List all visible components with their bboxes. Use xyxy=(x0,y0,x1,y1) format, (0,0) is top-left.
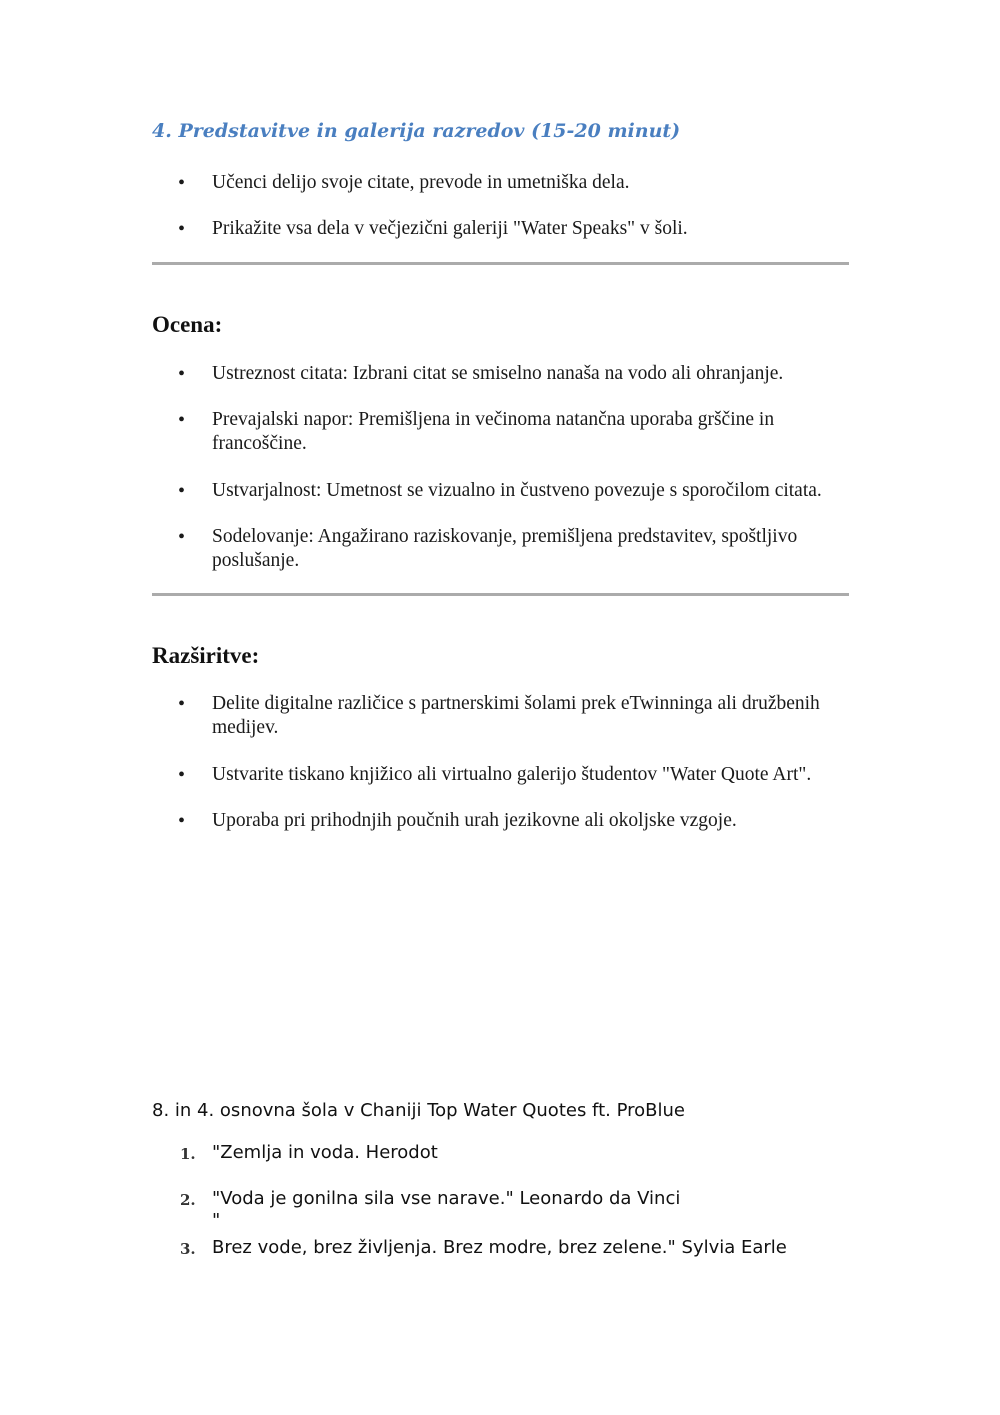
list-item: • Ustreznost citata: Izbrani citat se smiselno nanaša na vodo ali ohranjanje. xyxy=(212,362,852,386)
quote-text: "Voda je gonilna sila vse narave." Leonardo da Vinci " xyxy=(212,1188,681,1231)
list-item xyxy=(180,1237,852,1259)
quote-text: Brez vode, brez življenja. Brez modre, brez zelene." Sylvia Earle xyxy=(212,1237,787,1258)
list-item: • Prevajalski napor: Premišljena in večinoma natančna uporaba grščine in francoščine. xyxy=(212,408,852,456)
list-item xyxy=(180,1142,852,1164)
list-item: • Ustvarjalnost: Umetnost se vizualno in čustveno povezuje s sporočilom citata. xyxy=(212,479,852,503)
list-number: 1. xyxy=(180,1145,196,1163)
list-number: 3. xyxy=(180,1240,196,1258)
list-item: • Sodelovanje: Angažirano raziskovanje, premišljena predstavitev, spoštljivo poslušanje. xyxy=(212,525,852,573)
quotes-title: 8. in 4. osnovna šola v Chaniji Top Water Quotes ft. ProBlue xyxy=(152,1100,685,1121)
divider xyxy=(152,593,849,596)
list-item: • Učenci delijo svoje citate, prevode in umetniška dela. xyxy=(212,171,852,195)
list-item: • Prikažite vsa dela v večjezični galeriji "Water Speaks" v šoli. xyxy=(212,217,852,241)
activity-heading: 4. Predstavitve in galerija razredov (15-20 minut) xyxy=(152,120,681,142)
list-item: • Uporaba pri prihodnjih poučnih urah jezikovne ali okoljske vzgoje. xyxy=(212,809,852,833)
quote-text: "Zemlja in voda. Herodot xyxy=(212,1142,438,1163)
list-number: 2. xyxy=(180,1191,196,1209)
list-item xyxy=(180,1188,852,1232)
assessment-heading: Ocena: xyxy=(152,312,223,337)
extensions-heading: Razširitve: xyxy=(152,643,260,668)
list-item: • Ustvarite tiskano knjižico ali virtualno galerijo študentov "Water Quote Art". xyxy=(212,763,852,787)
list-item: • Delite digitalne različice s partnerskimi šolami prek eTwinninga ali družbenih medijev. xyxy=(212,692,852,740)
divider xyxy=(152,262,849,265)
